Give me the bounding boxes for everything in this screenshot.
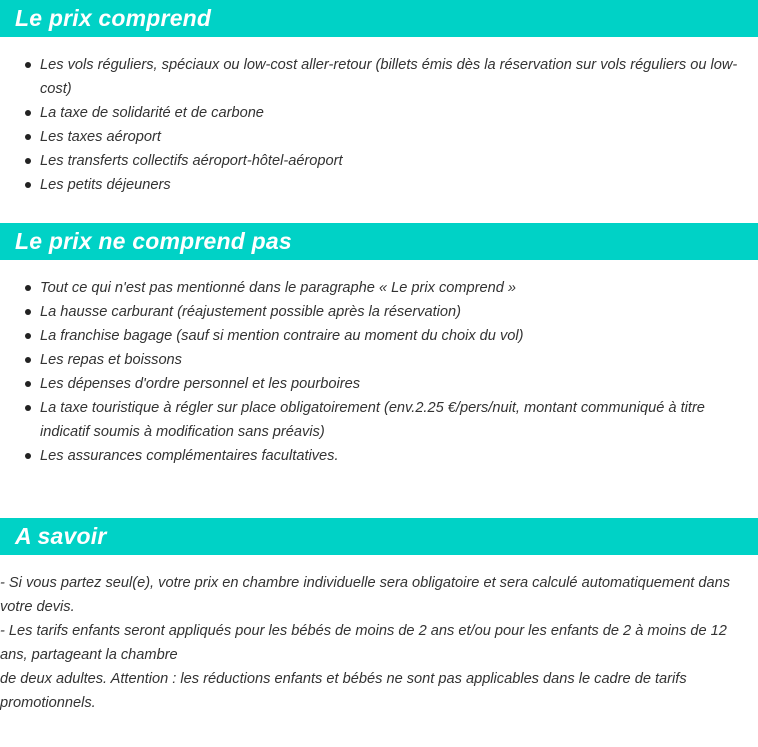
list-item: La hausse carburant (réajustement possible après la réservation) <box>0 300 758 324</box>
list-item: Les transferts collectifs aéroport-hôtel-aéroport <box>0 149 758 173</box>
list-item: Les vols réguliers, spéciaux ou low-cost aller-retour (billets émis dès la réservation sur vols réguliers ou low-cost) <box>0 53 758 101</box>
list-item: Les repas et boissons <box>0 348 758 372</box>
section-header-included <box>0 0 758 37</box>
excluded-list <box>0 276 758 468</box>
info-line: - Si vous partez seul(e), votre prix en chambre individuelle sera obligatoire et sera calculé automatiquement dans votre devis. <box>0 575 731 615</box>
info-line: de deux adultes. Attention : les réductions enfants et bébés ne sont pas applicables dans le cadre de tarifs promotionnels. <box>0 671 687 711</box>
list-item: Les dépenses d'ordre personnel et les pourboires <box>0 372 758 396</box>
section-title-excluded: Le prix ne comprend pas <box>15 228 292 254</box>
section-header-excluded <box>0 223 758 260</box>
section-header-info <box>0 518 758 555</box>
list-item: La taxe touristique à régler sur place obligatoirement (env.2.25 €/pers/nuit, montant communiqué à titre indicatif soumis à modification sans préavis) <box>0 396 758 444</box>
list-item: Les petits déjeuners <box>0 173 758 197</box>
list-item: Tout ce qui n'est pas mentionné dans le paragraphe « Le prix comprend » <box>0 276 758 300</box>
info-paragraph <box>0 571 758 715</box>
included-list <box>0 53 758 197</box>
section-title-info: A savoir <box>15 523 107 549</box>
list-item: Les assurances complémentaires facultatives. <box>0 444 758 468</box>
section-title-included: Le prix comprend <box>15 5 212 31</box>
list-item: Les taxes aéroport <box>0 125 758 149</box>
list-item: La taxe de solidarité et de carbone <box>0 101 758 125</box>
list-item: La franchise bagage (sauf si mention contraire au moment du choix du vol) <box>0 324 758 348</box>
info-line: - Les tarifs enfants seront appliqués pour les bébés de moins de 2 ans et/ou pour les enfants de 2 à moins de 12 ans, partageant la chambre <box>0 623 727 663</box>
